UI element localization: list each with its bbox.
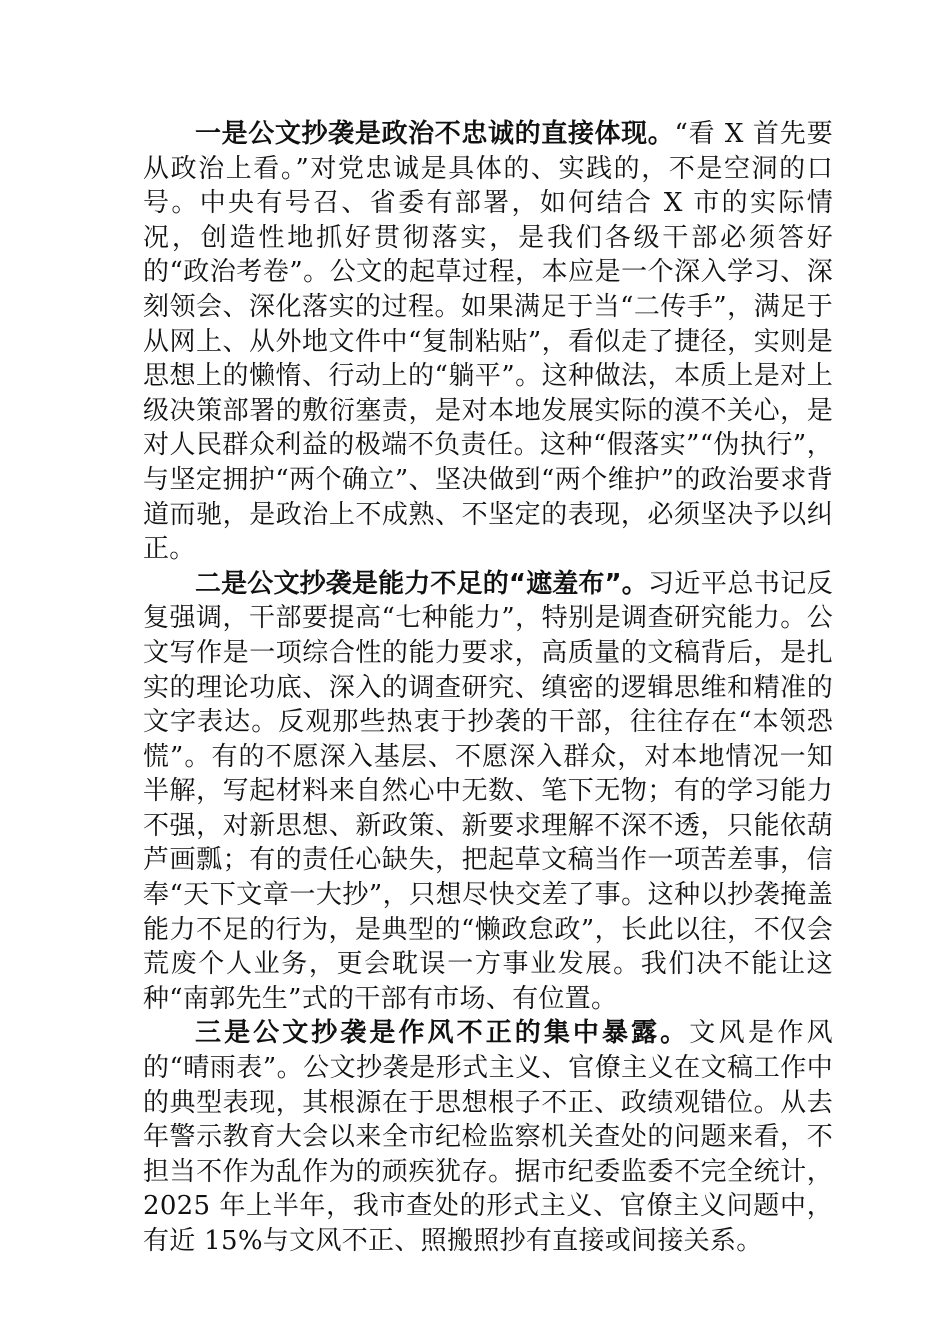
- paragraph-2-lead: 二是公文抄袭是能力不足的“遮羞布”。: [195, 568, 648, 599]
- paragraph-1-body: “看 X 首先要从政治上看。”对党忠诚是具体的、实践的，不是空洞的口号。中央有号召、省委有部署，如何结合 X 市的实际情况，创造性地抓好贯彻落实，是我们各级干部必须答好的“政治考卷”。公文的起草过程，本应是一个深入学习、深刻领会、深化落实的过程。如果满足于当“二传手”，满足于从网上、从外地文件中“复制粘贴”，看似走了捷径，实则是思想上的懒惰、行动上的“躺平”。这种做法，本质上是对上级决策部署的敷衍塞责，是对本地发展实际的漠不关心，是对人民群众利益的极端不负责任。这种“假落实”“伪执行”，与坚定拥护“两个确立”、坚决做到“两个维护”的政治要求背道而驰，是政治上不成熟、不坚定的表现，必须坚决予以纠正。: [143, 119, 833, 565]
- paragraph-2: [143, 567, 833, 1017]
- document-body: [143, 117, 833, 1259]
- paragraph-2-body: 习近平总书记反复强调，干部要提高“七种能力”，特别是调查研究能力。公文写作是一项综合性的能力要求，高质量的文稿背后，是扎实的理论功底、深入的调查研究、缜密的逻辑思维和精准的文字表达。反观那些热衷于抄袭的干部，往往存在“本领恐慌”。有的不愿深入基层、不愿深入群众，对本地情况一知半解，写起材料来自然心中无数、笔下无物；有的学习能力不强，对新思想、新政策、新要求理解不深不透，只能依葫芦画瓢；有的责任心缺失，把起草文稿当作一项苦差事，信奉“天下文章一大抄”，只想尽快交差了事。这种以抄袭掩盖能力不足的行为，是典型的“懒政怠政”，长此以往，不仅会荒废个人业务，更会耽误一方事业发展。我们决不能让这种“南郭先生”式的干部有市场、有位置。: [143, 568, 833, 1014]
- paragraph-3-body: 文风是作风的“晴雨表”。公文抄袭是形式主义、官僚主义在文稿工作中的典型表现，其根源在于思想根子不正、政绩观错位。从去年警示教育大会以来全市纪检监察机关查处的问题来看，不担当不作为乱作为的顽疾犹存。据市纪委监委不完全统计，2025 年上半年，我市查处的形式主义、官僚主义问题中，有近 15%与文风不正、照搬照抄有直接或间接关系。: [143, 1018, 833, 1256]
- paragraph-3-lead: 三是公文抄袭是作风不正的集中暴露。: [195, 1018, 690, 1049]
- paragraph-3: [143, 1016, 833, 1258]
- paragraph-1-lead: 一是公文抄袭是政治不忠诚的直接体现。: [195, 119, 675, 149]
- paragraph-1: [143, 117, 833, 567]
